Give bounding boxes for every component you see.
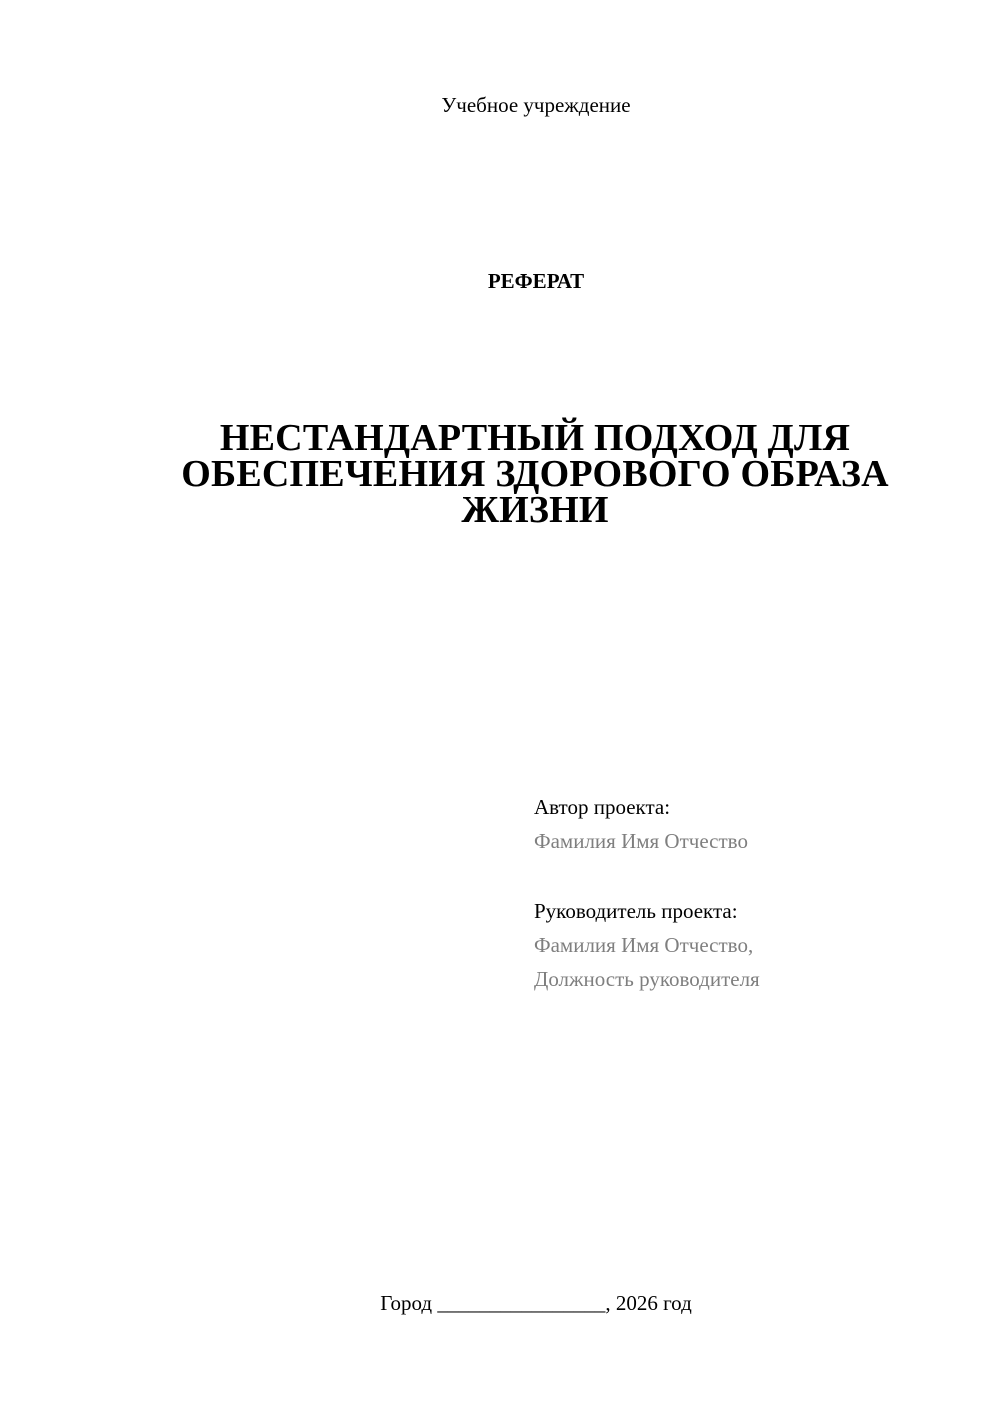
city-year-line: Город ________________, 2026 год <box>380 1291 692 1315</box>
document-type: РЕФЕРАТ <box>487 269 585 293</box>
author-label: Автор проекта: <box>534 795 671 819</box>
author-name: Фамилия Имя Отчество <box>534 829 748 853</box>
supervisor-label: Руководитель проекта: <box>534 899 738 923</box>
supervisor-position: Должность руководителя <box>534 967 760 991</box>
institution-name: Учебное учреждение <box>441 93 631 117</box>
title-line-3: ЖИЗНИ <box>461 489 609 531</box>
title-line-1: НЕСТАНДАРТНЫЙ ПОДХОД ДЛЯ <box>219 417 851 459</box>
title-line-2: ОБЕСПЕЧЕНИЯ ЗДОРОВОГО ОБРАЗА <box>181 453 889 495</box>
meta-spacer <box>534 858 974 894</box>
project-meta <box>534 790 974 996</box>
supervisor-name: Фамилия Имя Отчество, <box>534 933 754 957</box>
document-title <box>170 417 900 531</box>
